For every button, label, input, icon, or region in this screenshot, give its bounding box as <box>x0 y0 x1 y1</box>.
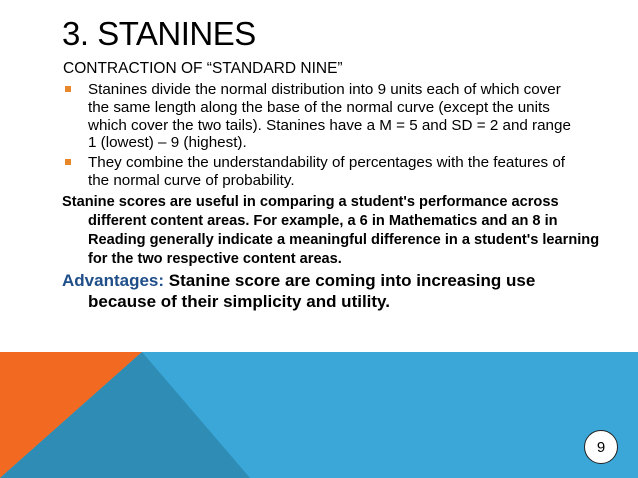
advantages-paragraph <box>62 270 608 312</box>
bullet-text: Stanines divide the normal distribution into 9 units each of which cover the same length along the base of the normal curve (except the units which cover the two tails). Stanines have a M = 5 and SD = 2 and range 1 (lowest) – 9 (highest). <box>88 81 571 152</box>
bullet-item <box>62 81 582 152</box>
footer-decoration <box>0 352 638 478</box>
footer-shapes <box>0 352 638 478</box>
page-number-badge <box>584 430 618 464</box>
slide-subtitle: CONTRACTION OF “STANDARD NINE” <box>63 60 343 77</box>
square-bullet-icon <box>65 159 71 165</box>
bullet-list <box>62 81 582 192</box>
advantages-text: Stanine score are coming into increasing use because of their simplicity and utility. <box>88 271 536 311</box>
square-bullet-icon <box>65 86 71 92</box>
bullet-item <box>62 154 582 190</box>
advantages-label: Advantages: <box>62 271 165 290</box>
stanine-usage-paragraph: Stanine scores are useful in comparing a student's performance across different content areas. For example, a 6 in Mathematics and an 8 in Reading generally indicate a meaningful difference in a student's learning for the two respective content areas. <box>62 194 600 267</box>
bullet-text: They combine the understandability of percentages with the features of the normal curve of probability. <box>88 154 566 189</box>
page-number: 9 <box>596 438 606 456</box>
slide-title: 3. STANINES <box>62 15 256 52</box>
